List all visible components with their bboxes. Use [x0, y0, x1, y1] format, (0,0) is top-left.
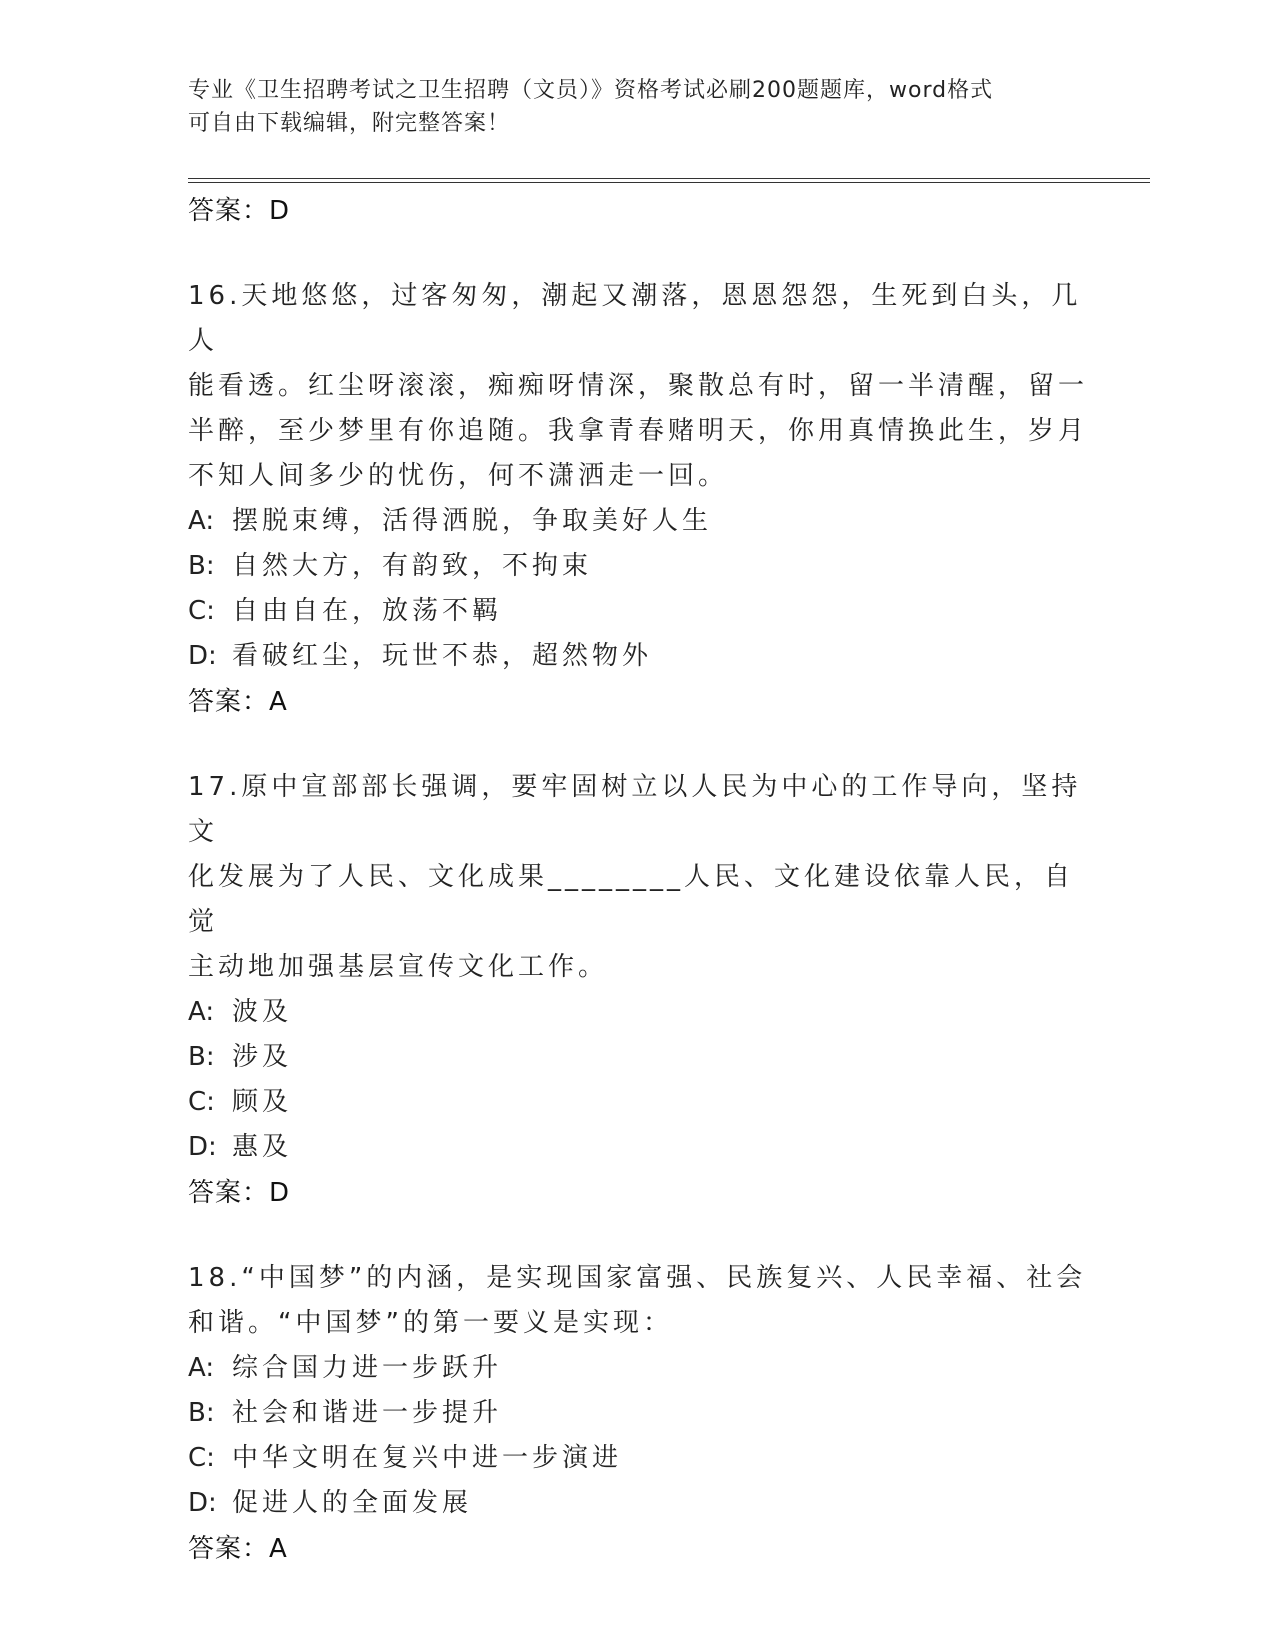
option-label: C:: [188, 596, 215, 626]
option-label: C:: [188, 1443, 215, 1473]
document-body: [188, 188, 1088, 1572]
question-answer: 答案：A: [188, 1534, 288, 1564]
option-label: B:: [188, 1042, 215, 1072]
stem-line: 和谐。“中国梦”的第一要义是实现：: [188, 1308, 673, 1338]
stem-line: 主动地加强基层宣传文化工作。: [188, 952, 609, 982]
question-answer: 答案：A: [188, 687, 288, 717]
stem-line: 17.原中宣部部长强调，要牢固树立以人民为中心的工作导向，坚持文: [188, 772, 1082, 847]
option-c: [188, 589, 1088, 634]
option-b: [188, 1035, 1088, 1080]
option-text: 社会和谐进一步提升: [232, 1398, 503, 1428]
stem-line: 半醉，至少梦里有你追随。我拿青春赌明天，你用真情换此生，岁月: [188, 416, 1089, 446]
stem-line: 化发展为了人民、文化成果________人民、文化建设依靠人民，自觉: [188, 862, 1075, 937]
option-text: 中华文明在复兴中进一步演进: [232, 1443, 623, 1473]
header-line-2: 可自由下载编辑，附完整答案！: [188, 111, 511, 136]
question-16: [188, 274, 1088, 725]
option-text: 自由自在，放荡不羁: [232, 596, 503, 626]
header-line-1: 专业《卫生招聘考试之卫生招聘（文员）》资格考试必刷200题题库，word格式: [188, 78, 994, 103]
option-text: 自然大方，有韵致，不拘束: [232, 551, 593, 581]
question-stem: [188, 765, 1088, 990]
option-a: [188, 1346, 1088, 1391]
stem-line: 18.“中国梦”的内涵，是实现国家富强、民族复兴、人民幸福、社会: [188, 1263, 1087, 1293]
option-c: [188, 1080, 1088, 1125]
option-label: A:: [188, 506, 215, 536]
option-text: 摆脱束缚，活得洒脱，争取美好人生: [232, 506, 713, 536]
option-text: 看破红尘，玩世不恭，超然物外: [232, 641, 653, 671]
header-divider-top: [188, 178, 1150, 179]
option-c: [188, 1436, 1088, 1481]
option-label: D:: [188, 1488, 217, 1518]
option-label: D:: [188, 641, 217, 671]
option-label: A:: [188, 1353, 215, 1383]
option-label: A:: [188, 997, 215, 1027]
option-label: D:: [188, 1132, 217, 1162]
option-text: 涉及: [232, 1042, 293, 1072]
option-label: B:: [188, 1398, 215, 1428]
option-b: [188, 544, 1088, 589]
question-18: [188, 1256, 1088, 1572]
question-17: [188, 765, 1088, 1216]
stem-line: 16.天地悠悠，过客匆匆，潮起又潮落，恩恩怨怨，生死到白头，几人: [188, 281, 1082, 356]
stem-line: 能看透。红尘呀滚滚，痴痴呀情深，聚散总有时，留一半清醒，留一: [188, 371, 1089, 401]
option-a: [188, 990, 1088, 1035]
question-answer: 答案：D: [188, 1178, 291, 1208]
option-text: 波及: [232, 997, 293, 1027]
option-b: [188, 1391, 1088, 1436]
question-stem: [188, 274, 1088, 499]
previous-question-answer: 答案：D: [188, 196, 291, 226]
option-label: B:: [188, 551, 215, 581]
option-text: 促进人的全面发展: [232, 1488, 473, 1518]
option-text: 顾及: [232, 1087, 293, 1117]
question-stem: [188, 1256, 1088, 1346]
option-d: [188, 1481, 1088, 1526]
option-d: [188, 1125, 1088, 1170]
option-text: 综合国力进一步跃升: [232, 1353, 503, 1383]
option-a: [188, 499, 1088, 544]
option-text: 惠及: [232, 1132, 293, 1162]
option-label: C:: [188, 1087, 215, 1117]
option-d: [188, 634, 1088, 679]
document-header: [188, 74, 1068, 140]
header-divider-bottom: [188, 182, 1150, 183]
stem-line: 不知人间多少的忧伤，何不潇洒走一回。: [188, 461, 729, 491]
